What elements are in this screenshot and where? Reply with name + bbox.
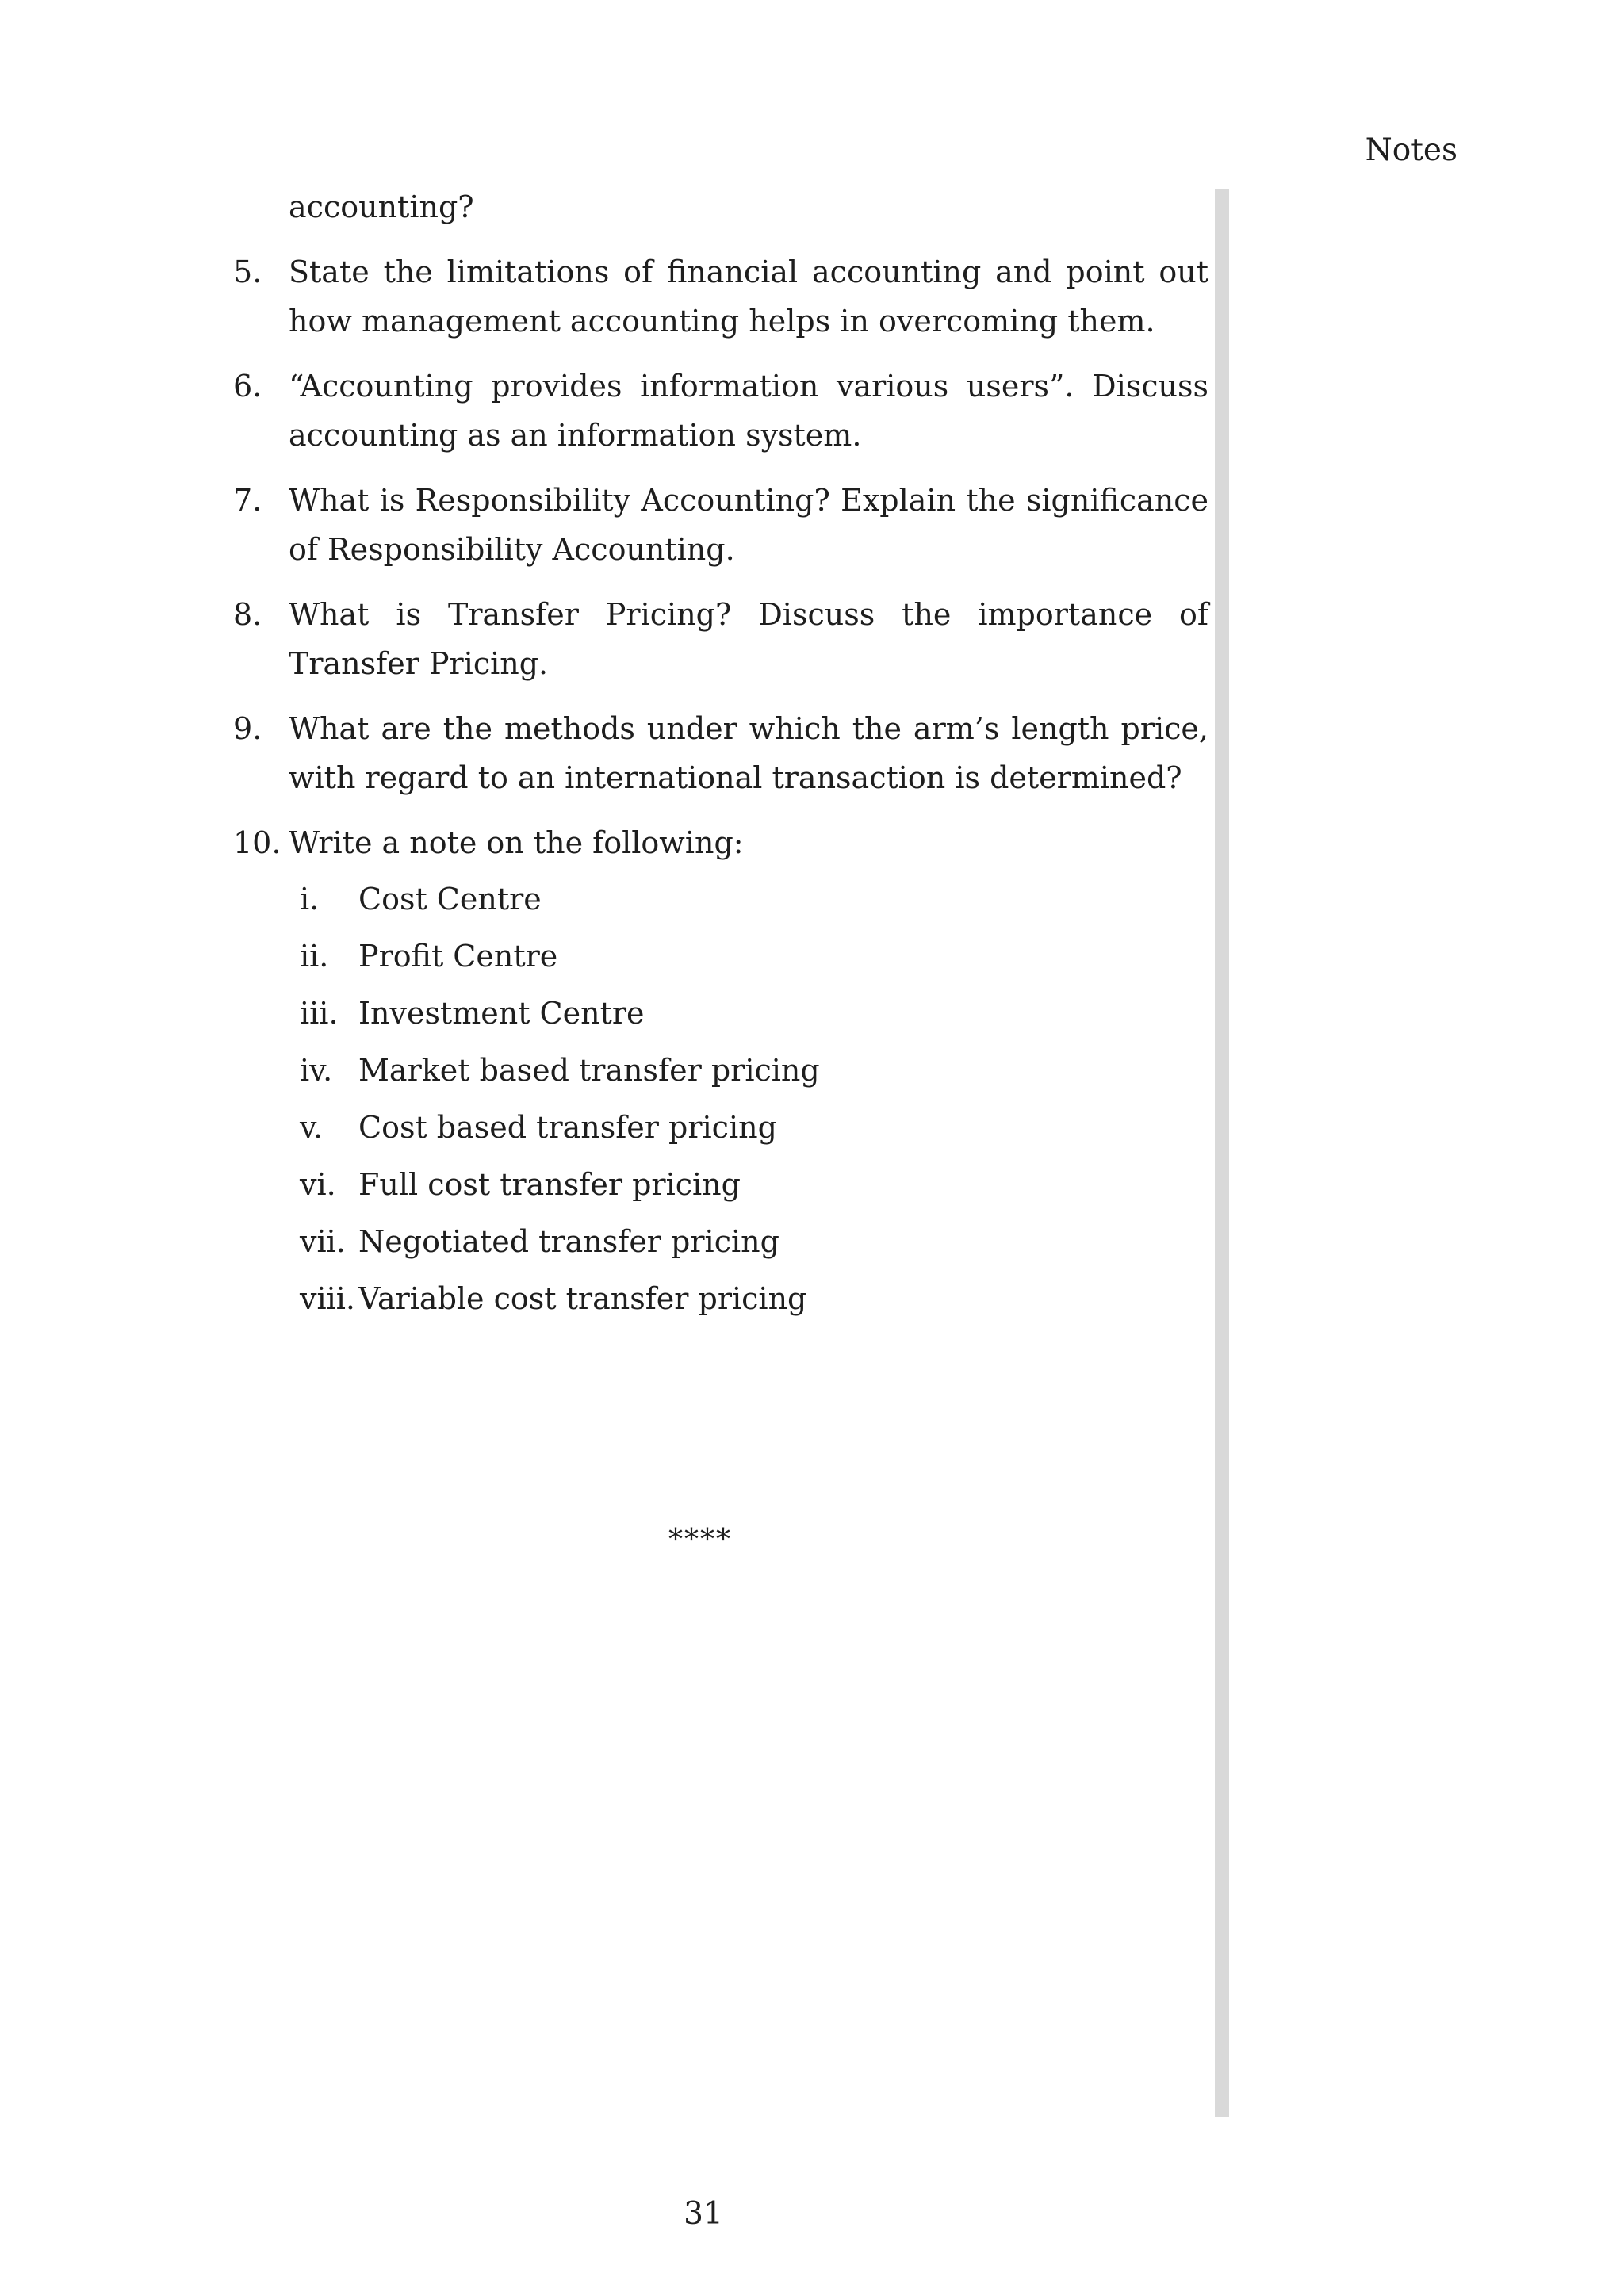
sub-item-number: iii. <box>300 996 339 1031</box>
sub-item <box>295 1042 1208 1099</box>
question-item <box>233 704 1208 802</box>
sub-item <box>295 1270 1208 1327</box>
question-item <box>233 247 1208 346</box>
question-text: “Accounting provides information various users”. Discuss accounting as an information system. <box>289 369 1208 453</box>
sub-item <box>295 871 1208 928</box>
notes-label: Notes <box>1365 132 1457 168</box>
sub-item-text: Investment Centre <box>358 996 645 1031</box>
sub-item-text: Profit Centre <box>358 939 558 974</box>
sub-item-number: iv. <box>300 1053 333 1088</box>
sub-item-text: Variable cost transfer pricing <box>358 1281 807 1316</box>
sub-item <box>295 1213 1208 1270</box>
sub-item-list <box>295 871 1208 1327</box>
question-text: State the limitations of financial accounting and point out how management accounting helps in overcoming them. <box>289 254 1208 339</box>
sub-item-number: ii. <box>300 939 329 974</box>
question-number: 9. <box>233 711 262 746</box>
sub-item <box>295 1099 1208 1156</box>
sub-item-number: i. <box>300 882 320 916</box>
sub-item-number: vii. <box>300 1224 346 1259</box>
question-number: 6. <box>233 369 262 404</box>
question-number: 7. <box>233 483 262 518</box>
page-number: 31 <box>684 2196 723 2232</box>
sub-item-text: Cost Centre <box>358 882 542 916</box>
section-separator: **** <box>668 1524 732 1556</box>
sub-item-text: Market based transfer pricing <box>358 1053 820 1088</box>
question-item <box>233 590 1208 688</box>
sub-item-text: Full cost transfer pricing <box>358 1167 741 1202</box>
question-text: What are the methods under which the arm’s length price, with regard to an international transaction is determined? <box>289 711 1208 795</box>
sub-item <box>295 985 1208 1042</box>
question-item <box>233 818 1208 867</box>
continuation-text: accounting? <box>289 189 474 224</box>
sub-item-text: Negotiated transfer pricing <box>358 1224 779 1259</box>
sub-item-number: vi. <box>300 1167 336 1202</box>
sub-item-number: viii. <box>300 1281 356 1316</box>
question-number: 8. <box>233 597 262 632</box>
sub-item <box>295 1156 1208 1213</box>
question-text: Write a note on the following: <box>289 825 744 860</box>
sub-item-number: v. <box>300 1110 324 1145</box>
question-number: 10. <box>233 825 282 860</box>
question-text: What is Responsibility Accounting? Explain the significance of Responsibility Accounting. <box>289 483 1208 567</box>
question-item <box>233 362 1208 460</box>
question-number: 5. <box>233 254 262 289</box>
sub-item <box>295 928 1208 985</box>
question-item <box>233 476 1208 574</box>
question-text: What is Transfer Pricing? Discuss the importance of Transfer Pricing. <box>289 597 1208 681</box>
question-list <box>233 182 1208 1327</box>
sub-item-text: Cost based transfer pricing <box>358 1110 777 1145</box>
notes-margin-bar <box>1215 189 1229 2117</box>
